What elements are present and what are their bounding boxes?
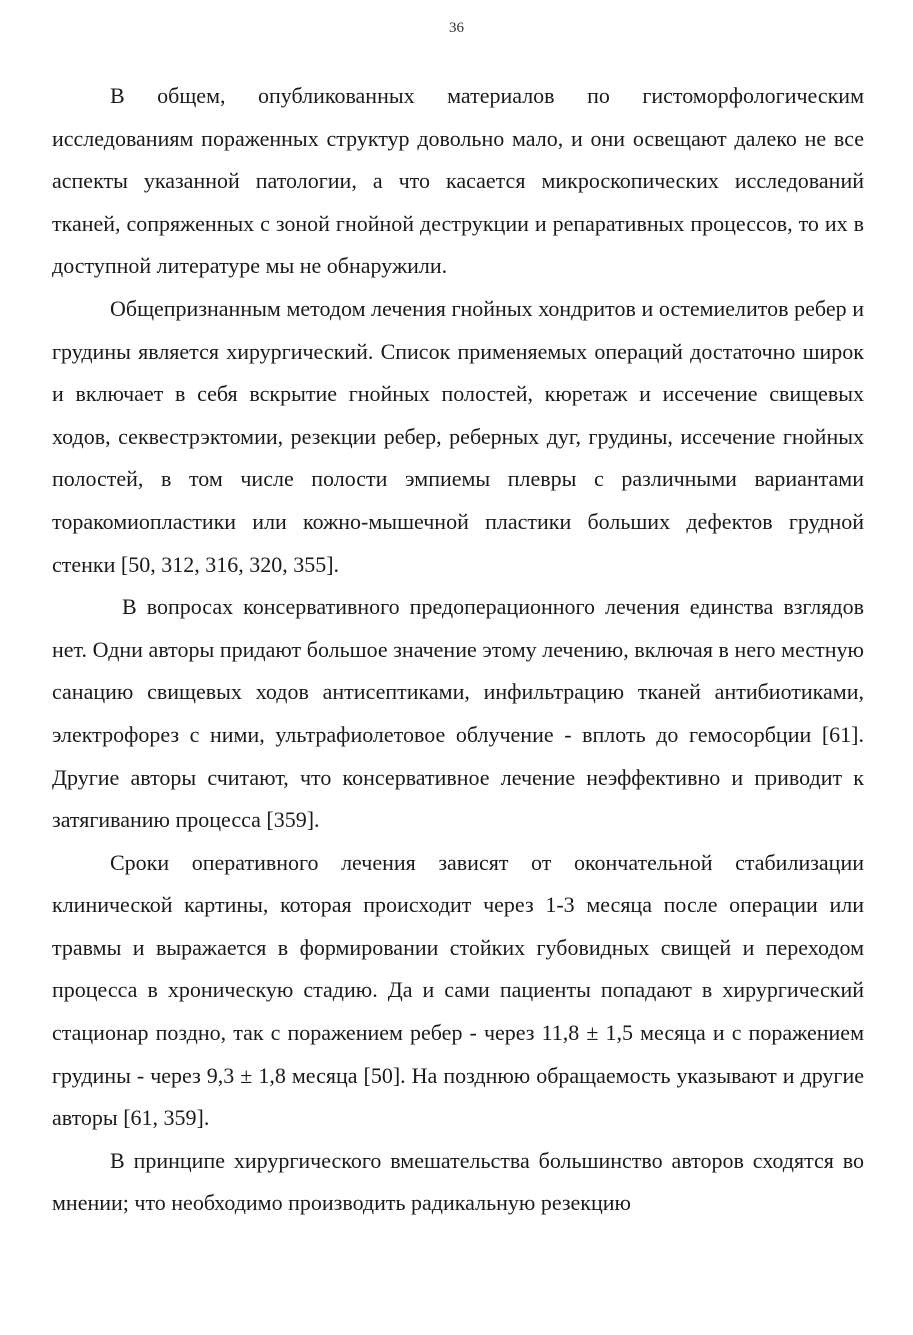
page-number: 36 — [449, 20, 464, 36]
paragraph-3: В вопросах консервативного предоперационного лечения единства взглядов нет. Одни авторы придают большое значение этому лечению, включая в него местную санацию свищевых ходов антисептиками, инфильтрацию тканей антибиотиками, электрофорез с ними, ультрафиолетовое облучение - вплоть до гемосорбции [61]. Другие авторы считают, что консервативное лечение неэффективно и приводит к затягиванию процесса [359]. — [52, 594, 864, 833]
paragraph-4: Сроки оперативного лечения зависят от окончательной стабилизации клинической картины, которая происходит через 1-3 месяца после операции или травмы и выражается в формировании стойких губовидных свищей и переходом процесса в хроническую стадию. Да и сами пациенты попадают в хирургический стационар поздно, так с поражением ребер - через 11,8 ± 1,5 месяца и с поражением грудины - через 9,3 ± 1,8 месяца [50]. На позднюю обращаемость указывают и другие авторы [61, 359]. — [52, 849, 864, 1131]
document-body — [52, 75, 864, 1225]
paragraph-5: В принципе хирургического вмешательства большинство авторов сходятся во мнении; что необходимо производить радикальную резекцию — [52, 1147, 864, 1216]
paragraph-1: В общем, опубликованных материалов по гистоморфологическим исследованиям пораженных структур довольно мало, и они освещают далеко не все аспекты указанной патологии, а что касается микроскопических исследований тканей, сопряженных с зоной гнойной деструкции и репаративных процессов, то их в доступной литературе мы не обнаружили. — [52, 83, 864, 279]
paragraph-2: Общепризнанным методом лечения гнойных хондритов и остемиелитов ребер и грудины является хирургический. Список применяемых операций достаточно широк и включает в себя вскрытие гнойных полостей, кюретаж и иссечение свищевых ходов, секвестрэктомии, резекции ребер, реберных дуг, грудины, иссечение гнойных полостей, в том числе полости эмпиемы плевры с различными вариантами торакомиопластики или кожно-мышечной пластики больших дефектов грудной стенки [50, 312, 316, 320, 355]. — [52, 295, 864, 577]
